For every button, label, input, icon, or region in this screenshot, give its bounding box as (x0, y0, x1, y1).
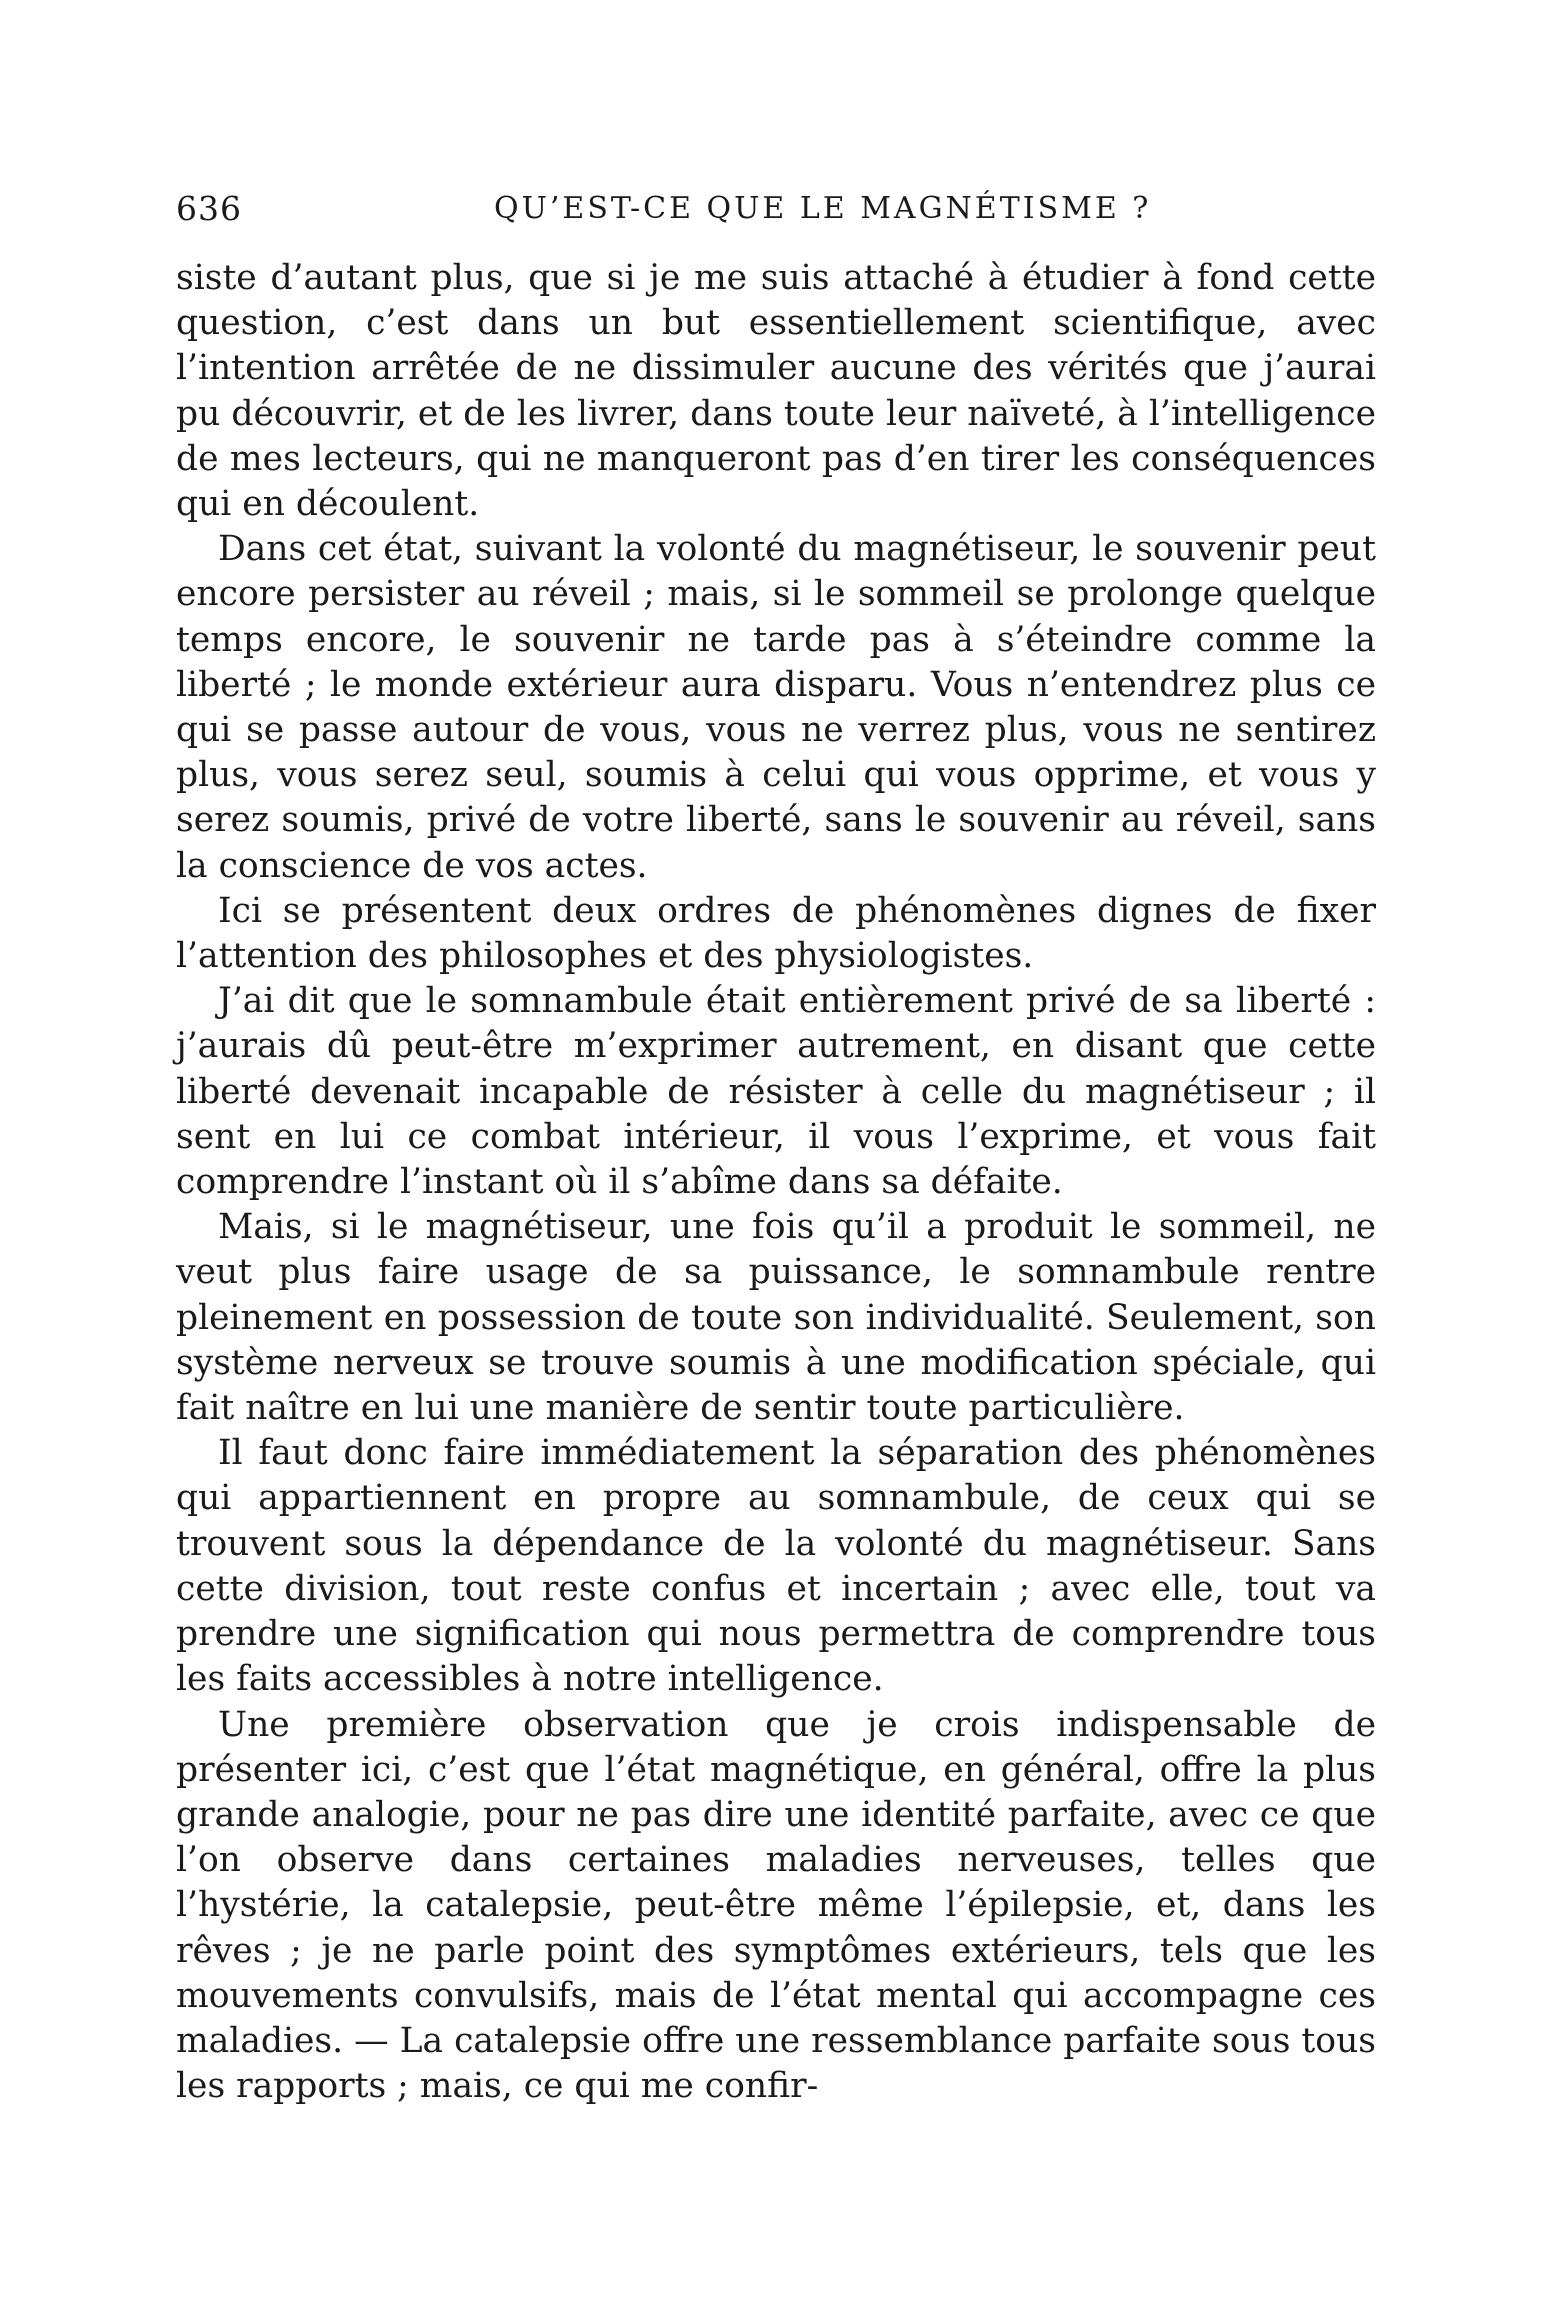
paragraph: Il faut donc faire immédiatement la séparation des phénomènes qui appartiennent en propre au somnambule, de ceux qui se trouvent sous la dépendance de la volonté du magnétiseur. Sans cette division, tout reste confus et incertain ; avec elle, tout va prendre une signification qui nous permettra de comprendre tous les faits accessibles à notre intelligence. (176, 1433, 1376, 1700)
paragraph: Mais, si le magnétiseur, une fois qu’il a produit le sommeil, ne veut plus faire usage de sa puissance, le somnambule rentre pleinement en possession de toute son individualité. Seulement, son système nerveux se trouve soumis à une modification spéciale, qui fait naître en lui une manière de sentir toute particulière. (176, 1207, 1376, 1429)
running-head (176, 184, 1376, 234)
running-title: QU’EST-CE QUE LE MAGNÉTISME ? (494, 191, 1152, 226)
paragraph-continued: siste d’autant plus, que si je me suis attaché à étudier à fond cette question, c’est dans un but essentiellement scientifique, avec l’intention arrêtée de ne dissimuler aucune des vérités que j’aurai pu découvrir, et de les livrer, dans toute leur naïveté, à l’intelligence de mes lecteurs, qui ne manqueront pas d’en tirer les conséquences qui en découlent. (176, 258, 1376, 525)
body-text (176, 256, 1376, 2109)
paragraph: Ici se présentent deux ordres de phénomènes dignes de fixer l’attention des philosophes et des physiologistes. (176, 890, 1376, 977)
paragraph: Une première observation que je crois indispensable de présenter ici, c’est que l’état magnétique, en général, offre la plus grande analogie, pour ne pas dire une identité parfaite, avec ce que l’on observe dans certaines maladies nerveuses, telles que l’hystérie, la catalepsie, peut-être même l’épilepsie, et, dans les rêves ; je ne parle point des symptômes extérieurs, tels que les mouvements convulsifs, mais de l’état mental qui accompagne ces maladies. — La catalepsie offre une ressemblance parfaite sous tous les rapports ; mais, ce qui me confir- (176, 1704, 1376, 2107)
page-number: 636 (176, 189, 242, 228)
paragraph: J’ai dit que le somnambule était entièrement privé de sa liberté : j’aurais dû peut-être m’exprimer autrement, en disant que cette liberté devenait incapable de résister à celle du magnétiseur ; il sent en lui ce combat intérieur, il vous l’exprime, et vous fait comprendre l’instant où il s’abîme dans sa défaite. (176, 981, 1376, 1203)
paragraph: Dans cet état, suivant la volonté du magnétiseur, le souvenir peut encore persister au réveil ; mais, si le sommeil se prolonge quelque temps encore, le souvenir ne tarde pas à s’éteindre comme la liberté ; le monde extérieur aura disparu. Vous n’entendrez plus ce qui se passe autour de vous, vous ne verrez plus, vous ne sentirez plus, vous serez seul, soumis à celui qui vous opprime, et vous y serez soumis, privé de votre liberté, sans le souvenir au réveil, sans la conscience de vos actes. (176, 529, 1376, 886)
